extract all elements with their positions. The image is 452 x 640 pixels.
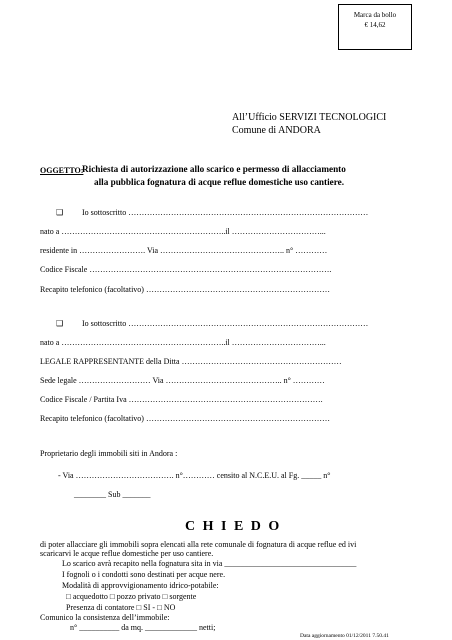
checkbox-company[interactable]: ❑: [56, 319, 64, 328]
opzioni-approvvigionamento[interactable]: □ acquedotto □ pozzo privato □ sorgente: [66, 592, 197, 601]
oggetto-line-1: Richiesta di autorizzazione allo scarico e permesso di allacciamento: [82, 164, 346, 174]
recapito-field-1[interactable]: Recapito telefonico (facoltativo) ……………………………………………………………: [40, 285, 330, 294]
revenue-stamp-box: [338, 4, 412, 50]
codice-fiscale-partita-iva-field[interactable]: Codice Fiscale / Partita Iva ……………………………………………………………….: [40, 395, 323, 404]
codice-fiscale-field-1[interactable]: Codice Fiscale ……………………………………………………………………………….: [40, 265, 332, 274]
request-line-2: scaricarvi le acque reflue domestiche per uso cantiere.: [40, 549, 214, 558]
oggetto-label: OGGETTO:: [40, 166, 84, 175]
oggetto-line-2: alla pubblica fognatura di acque reflue domestiche uso cantiere.: [94, 177, 345, 187]
mq-field[interactable]: n° __________ da mq. _____________ netti;: [70, 623, 216, 632]
stamp-label: Marca da bollo: [353, 11, 397, 19]
consistenza-text: Comunico la consistenza dell’immobile:: [40, 613, 170, 622]
checkbox-private-person[interactable]: ❑: [56, 208, 64, 217]
footer-date: Data aggiornamento 01/12/2011 7.50.41: [300, 633, 389, 639]
residente-field[interactable]: residente in ……………………. Via ……………………………………….. n° …………: [40, 246, 328, 255]
addressee-municipality: Comune di ANDORA: [232, 125, 321, 136]
sede-legale-field[interactable]: Sede legale ……………………… Via …………………………………….. n° …………: [40, 376, 325, 385]
immobili-sub-field[interactable]: ________ Sub _______: [74, 490, 151, 499]
addressee-office: All’Ufficio SERVIZI TECNOLOGICI: [232, 112, 387, 123]
modalita-text: Modalità di approvvigionamento idrico-potabile:: [62, 581, 219, 590]
recapito-field-2[interactable]: Recapito telefonico (facoltativo) ……………………………………………………………: [40, 414, 330, 423]
sottoscritto-field-1[interactable]: Io sottoscritto ………………………………………………………………………………: [82, 208, 369, 217]
fognoli-text: I fognoli o i condotti sono destinati per acque nere.: [62, 570, 226, 579]
sottoscritto-field-2[interactable]: Io sottoscritto ………………………………………………………………………………: [82, 319, 369, 328]
immobili-intro: Proprietario degli immobili siti in Andora :: [40, 449, 178, 458]
scarico-field[interactable]: Lo scarico avrà recapito nella fognatura sita in via _________________________________: [62, 559, 357, 568]
nato-field-1[interactable]: nato a ……………………………………………………..il ……………………………...: [40, 227, 326, 236]
request-line-1: di poter allacciare gli immobili sopra elencati alla rete comunale di fognatura di acque reflue ed ivi: [40, 540, 357, 549]
nato-field-2[interactable]: nato a ……………………………………………………..il ……………………………...: [40, 338, 326, 347]
contatore-options[interactable]: Presenza di contatore □ SI - □ NO: [66, 603, 176, 612]
chiedo-heading: C H I E D O: [185, 519, 282, 534]
immobili-via-field[interactable]: - Via ………………………………. n°………… censito al N.C.E.U. al Fg. _____ n°: [58, 471, 331, 480]
legale-rappresentante-field[interactable]: LEGALE RAPPRESENTANTE della Ditta ……………………………………………………: [40, 357, 342, 366]
stamp-amount: € 14,62: [364, 21, 386, 29]
